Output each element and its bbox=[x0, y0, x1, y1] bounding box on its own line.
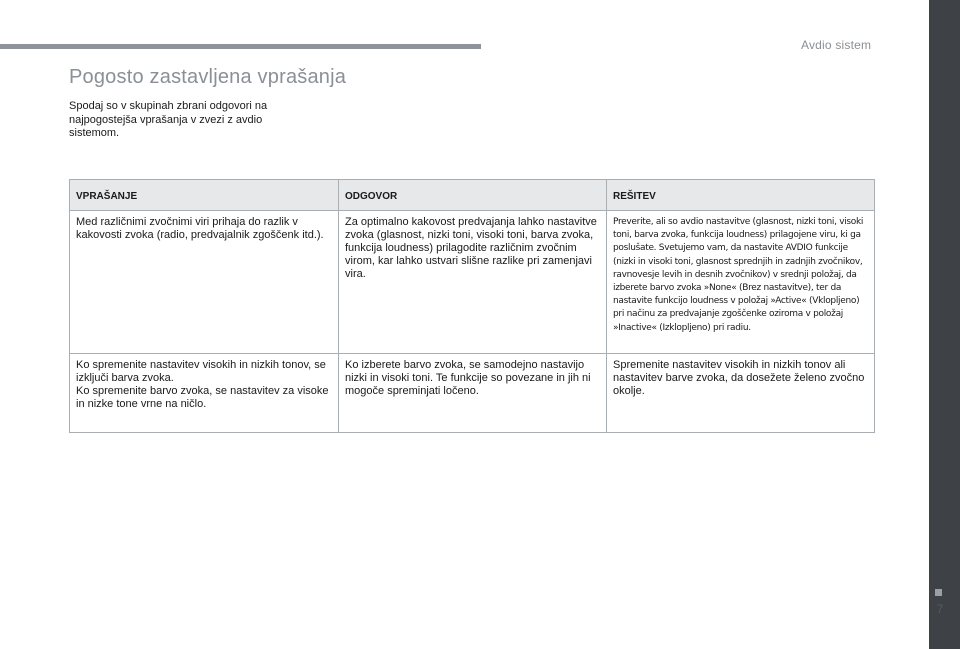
column-header-solution: REŠITEV bbox=[607, 180, 875, 211]
intro-text: Spodaj so v skupinah zbrani odgovori na najpogostejša vprašanja v zvezi z avdio sistemom. bbox=[69, 100, 268, 139]
column-header-answer: ODGOVOR bbox=[339, 180, 607, 211]
column-header-question: VPRAŠANJE bbox=[70, 180, 339, 211]
table-header-row bbox=[70, 180, 875, 211]
solution-cell: Preverite, ali so avdio nastavitve (glasnost, nizki toni, visoki toni, barva zvoka, funkcija loudness) prilagojene viru, ki ga poslušate. Svetujemo vam, da nastavite AVDIO funkcije (nizki in visoki toni, glasnost sprednjih in zadnjih zvočnikov, ravnovesje levih in desnih zvočnikov) v srednji položaj, da izberete barvo zvoka »None« (Brez nastavitve), ter da nastavite funkcijo loudness v položaj »Active« (Vklopljeno) pri načinu za predvajanje zgoščenke oziroma v položaj »Inactive« (Izklopljeno) pri radiu. bbox=[607, 211, 875, 354]
question-line: Ko spremenite barvo zvoka, se nastavitev za visoke in nizke tone vrne na ničlo. bbox=[76, 385, 329, 410]
solution-cell: Spremenite nastavitev visokih in nizkih tonov ali nastavitev barve zvoka, da dosežete želeno zvočno okolje. bbox=[607, 354, 875, 433]
question-cell bbox=[70, 354, 339, 433]
question-cell: Med različnimi zvočnimi viri prihaja do razlik v kakovosti zvoka (radio, predvajalnik zgoščenk itd.). bbox=[70, 211, 339, 354]
section-title: Avdio sistem bbox=[801, 38, 872, 52]
answer-cell: Ko izberete barvo zvoka, se samodejno nastavijo nizki in visoki toni. Te funkcije so povezane in jih ni mogoče spreminjati ločeno. bbox=[339, 354, 607, 433]
page-title: Pogosto zastavljena vprašanja bbox=[69, 66, 347, 88]
page-marker-square bbox=[935, 589, 942, 596]
answer-cell: Za optimalno kakovost predvajanja lahko nastavitve zvoka (glasnost, nizki toni, visoki toni, barva zvoka, funkcija loudness) prilagodite različnim zvočnim virom, kar lahko ustvari slišne razlike pri zamenjavi vira. bbox=[339, 211, 607, 354]
question-line: Ko spremenite nastavitev visokih in nizkih tonov, se izključi barva zvoka. bbox=[76, 359, 326, 384]
table-row bbox=[70, 354, 875, 433]
side-tab-strip bbox=[929, 0, 960, 649]
page-number: 7 bbox=[936, 602, 944, 616]
faq-table bbox=[69, 179, 875, 433]
table-row bbox=[70, 211, 875, 354]
header-rule bbox=[0, 44, 481, 49]
